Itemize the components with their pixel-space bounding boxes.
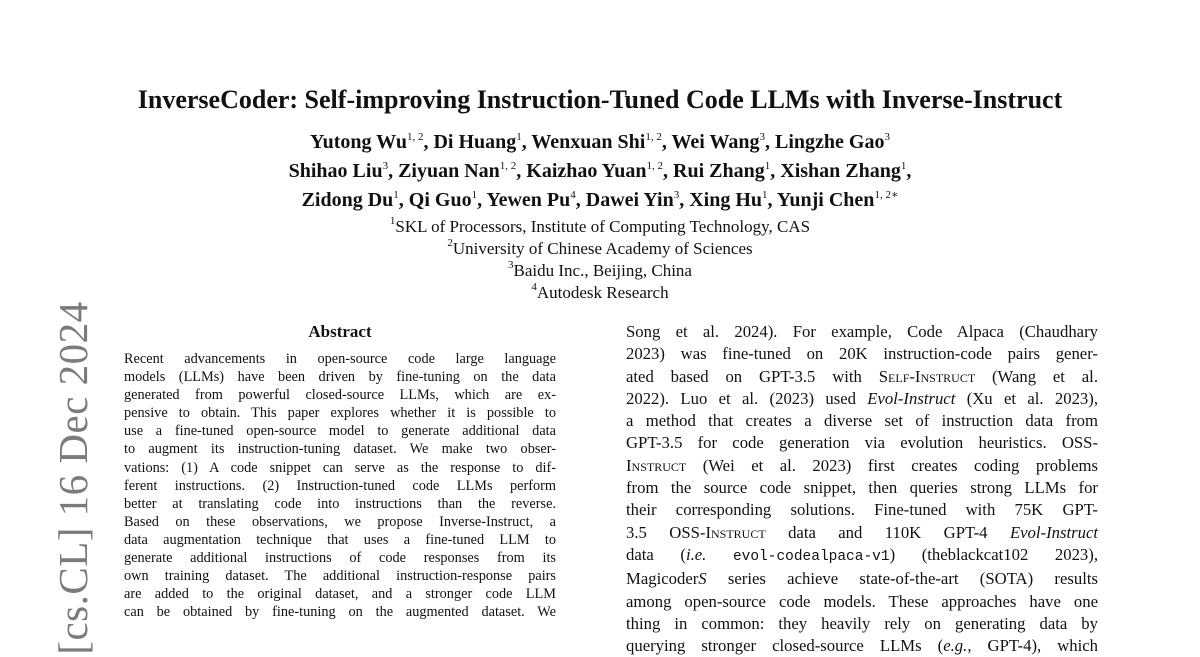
abstract-line: Based on these observations, we propose Inverse-Instruct, a (124, 513, 556, 530)
intro-text-column (626, 321, 1098, 657)
abstract-line: vations: (1) A code snippet can serve as the response to dif- (124, 459, 556, 476)
text-run: , GPT-4), which (967, 636, 1098, 656)
text-run: ) (theblackcat102 2023), (889, 544, 1098, 564)
body-line: 2023) was fine-tuned on 20K instruction-code pairs gener- (626, 344, 1098, 364)
author-name: Zidong Du (301, 189, 394, 211)
abstract-line: generate additional instructions of code responses from its (124, 550, 556, 567)
author-list (0, 128, 1200, 215)
author-separator: , (770, 160, 781, 182)
abstract-line: can be obtained by fine-tuning on the augmented dataset. We (124, 604, 556, 621)
author-affil-mark: 3 (884, 131, 890, 143)
abstract-line: Recent advancements in open-source code large language (124, 351, 556, 367)
affiliation-item (0, 260, 1200, 282)
author-affil-mark: 1, 2∗ (874, 189, 899, 201)
smallcaps-term: Instruct (626, 455, 687, 475)
abstract-line: generated from powerful closed-source LLMs, which are ex- (124, 387, 556, 404)
author-name: Wei Wang (671, 131, 760, 153)
author-separator: , (765, 131, 775, 153)
affiliation-mark: 4 (531, 281, 537, 293)
author-affil-mark: 3 (673, 189, 680, 201)
author-name: Xishan Zhang (780, 160, 901, 182)
abstract-line: pensive to obtain. This paper explores whether it is possible to (124, 405, 556, 422)
text-run: (Wei et al. 2023) first creates coding problems (686, 455, 1098, 475)
body-line (626, 568, 1098, 590)
text-run: data ( (626, 544, 686, 564)
abstract-line: better at translating code into instructions than the reverse. (124, 495, 556, 512)
author-separator: , (663, 160, 674, 182)
abstract-line: are added to the original dataset, and a stronger code LLM (124, 586, 556, 603)
italic-term: i.e. (685, 544, 707, 564)
author-separator: , (679, 189, 690, 211)
affiliation-text: SKL of Processors, Institute of Computing Technology, CAS (395, 217, 811, 236)
body-line (626, 522, 1098, 544)
italic-term: e.g. (943, 636, 968, 656)
author-affil-mark: 1 (393, 189, 399, 201)
text-run: (Wang et al. (975, 366, 1098, 386)
body-line (626, 455, 1098, 477)
author-name: Ziyuan Nan (398, 160, 500, 182)
abstract-line: use a fine-tuned open-source model to generate additional data (124, 423, 556, 440)
abstract-heading: Abstract (308, 322, 372, 341)
paper-title: InverseCoder: Self-improving Instruction-Tuned Code LLMs with Inverse-Instruct (137, 85, 1063, 114)
body-line: Song et al. 2024). For example, Code Alpaca (Chaudhary (626, 322, 1098, 341)
body-line: GPT-3.5 for code generation via evolution heuristics. OSS- (626, 433, 1098, 453)
author-separator: , (423, 131, 434, 153)
author-name: Wenxuan Shi (531, 131, 646, 153)
italic-term: S (698, 569, 707, 589)
author-separator: , (388, 160, 399, 182)
affiliation-text: Baidu Inc., Beijing, China (513, 261, 692, 280)
text-run: 2022). Luo et al. (2023) used (626, 388, 868, 408)
text-run: series achieve state-of-the-art (SOTA) results (706, 569, 1098, 589)
text-run: ated based on GPT-3.5 with (626, 366, 879, 386)
author-affil-mark: 1, 2 (646, 160, 664, 172)
author-affil-mark: 1, 2 (499, 160, 517, 172)
body-line (626, 366, 1098, 388)
author-name: Shihao Liu (288, 160, 383, 182)
body-line (626, 635, 1098, 657)
author-name: Yunji Chen (776, 189, 875, 211)
author-name: Yewen Pu (486, 189, 571, 211)
author-affil-mark: 1 (764, 160, 771, 172)
body-line: a method that creates a diverse set of instruction data from (626, 411, 1098, 431)
abstract-line: own training dataset. The additional instruction-response pairs (124, 568, 556, 585)
affiliation-text: Autodesk Research (536, 283, 669, 302)
author-separator: , (398, 189, 409, 211)
affiliation-mark: 3 (508, 259, 514, 271)
text-run: 3.5 OSS- (626, 522, 706, 542)
body-line (626, 544, 1098, 568)
author-name: Qi Guo (408, 189, 472, 211)
author-name: Lingzhe Gao (775, 131, 885, 153)
dataset-code-name: evol-codealpaca-v1 (732, 548, 890, 565)
author-separator: , (575, 189, 586, 211)
author-affil-mark: 3 (382, 160, 389, 172)
text-run: querying stronger closed-source LLMs ( (626, 636, 944, 656)
author-affil-mark: 1 (762, 189, 768, 201)
affiliation-list (0, 216, 1200, 304)
author-separator: , (521, 131, 532, 153)
text-run: Magicoder (626, 569, 699, 589)
author-affil-mark: 1 (900, 160, 907, 172)
affiliation-mark: 2 (447, 237, 453, 249)
author-affil-mark: 1 (516, 131, 522, 143)
author-affil-mark: 1, 2 (645, 131, 662, 143)
arxiv-side-stamp: [cs.CL] 16 Dec 2024 (50, 301, 96, 655)
author-name: Kaizhao Yuan (526, 160, 647, 182)
affiliation-item (0, 282, 1200, 304)
abstract-line: to augment its instruction-tuning dataset. We make two obser- (124, 441, 556, 458)
author-separator: , (906, 160, 912, 182)
author-name: Rui Zhang (673, 160, 765, 182)
smallcaps-term: Self-Instruct (878, 366, 976, 386)
abstract-line: models (LLMs) have been driven by fine-tuning on the data (124, 369, 556, 386)
affiliation-item (0, 216, 1200, 238)
italic-term: Evol-Instruct (1009, 522, 1098, 542)
author-name: Dawei Yin (585, 189, 674, 211)
abstract-line: ferent instructions. (2) Instruction-tuned code LLMs perform (124, 477, 556, 494)
affiliation-mark: 1 (389, 215, 396, 227)
author-line-2 (0, 157, 1200, 186)
author-line-1 (0, 128, 1200, 157)
author-separator: , (477, 189, 487, 211)
text-run (706, 545, 733, 564)
author-name: Yutong Wu (310, 131, 407, 153)
author-separator: , (661, 131, 672, 153)
author-name: Xing Hu (689, 189, 763, 211)
abstract-body (124, 350, 556, 621)
text-run: (Xu et al. 2023), (955, 388, 1098, 408)
body-line: their corresponding solutions. Fine-tuned with 75K GPT- (626, 500, 1098, 520)
author-name: Di Huang (433, 131, 517, 153)
affiliation-item (0, 238, 1200, 260)
author-affil-mark: 1, 2 (406, 131, 424, 143)
author-line-3 (0, 186, 1200, 215)
text-run: data and 110K GPT-4 (765, 522, 1010, 542)
body-line: from the source code snippet, then queries strong LLMs for (626, 478, 1098, 498)
author-affil-mark: 4 (570, 189, 576, 201)
italic-term: Evol-Instruct (867, 388, 956, 408)
smallcaps-term: Instruct (705, 522, 766, 542)
body-line (626, 388, 1098, 410)
body-line: among open-source code models. These approaches have one (626, 591, 1098, 611)
affiliation-text: University of Chinese Academy of Sciences (452, 239, 753, 258)
author-affil-mark: 1 (471, 189, 478, 201)
body-line: thing in common: they heavily rely on generating data by (626, 613, 1098, 633)
author-separator: , (516, 160, 527, 182)
abstract-line: data augmentation technique that uses a fine-tuned LLM to (124, 531, 556, 548)
author-affil-mark: 3 (759, 131, 765, 143)
author-separator: , (767, 189, 777, 211)
